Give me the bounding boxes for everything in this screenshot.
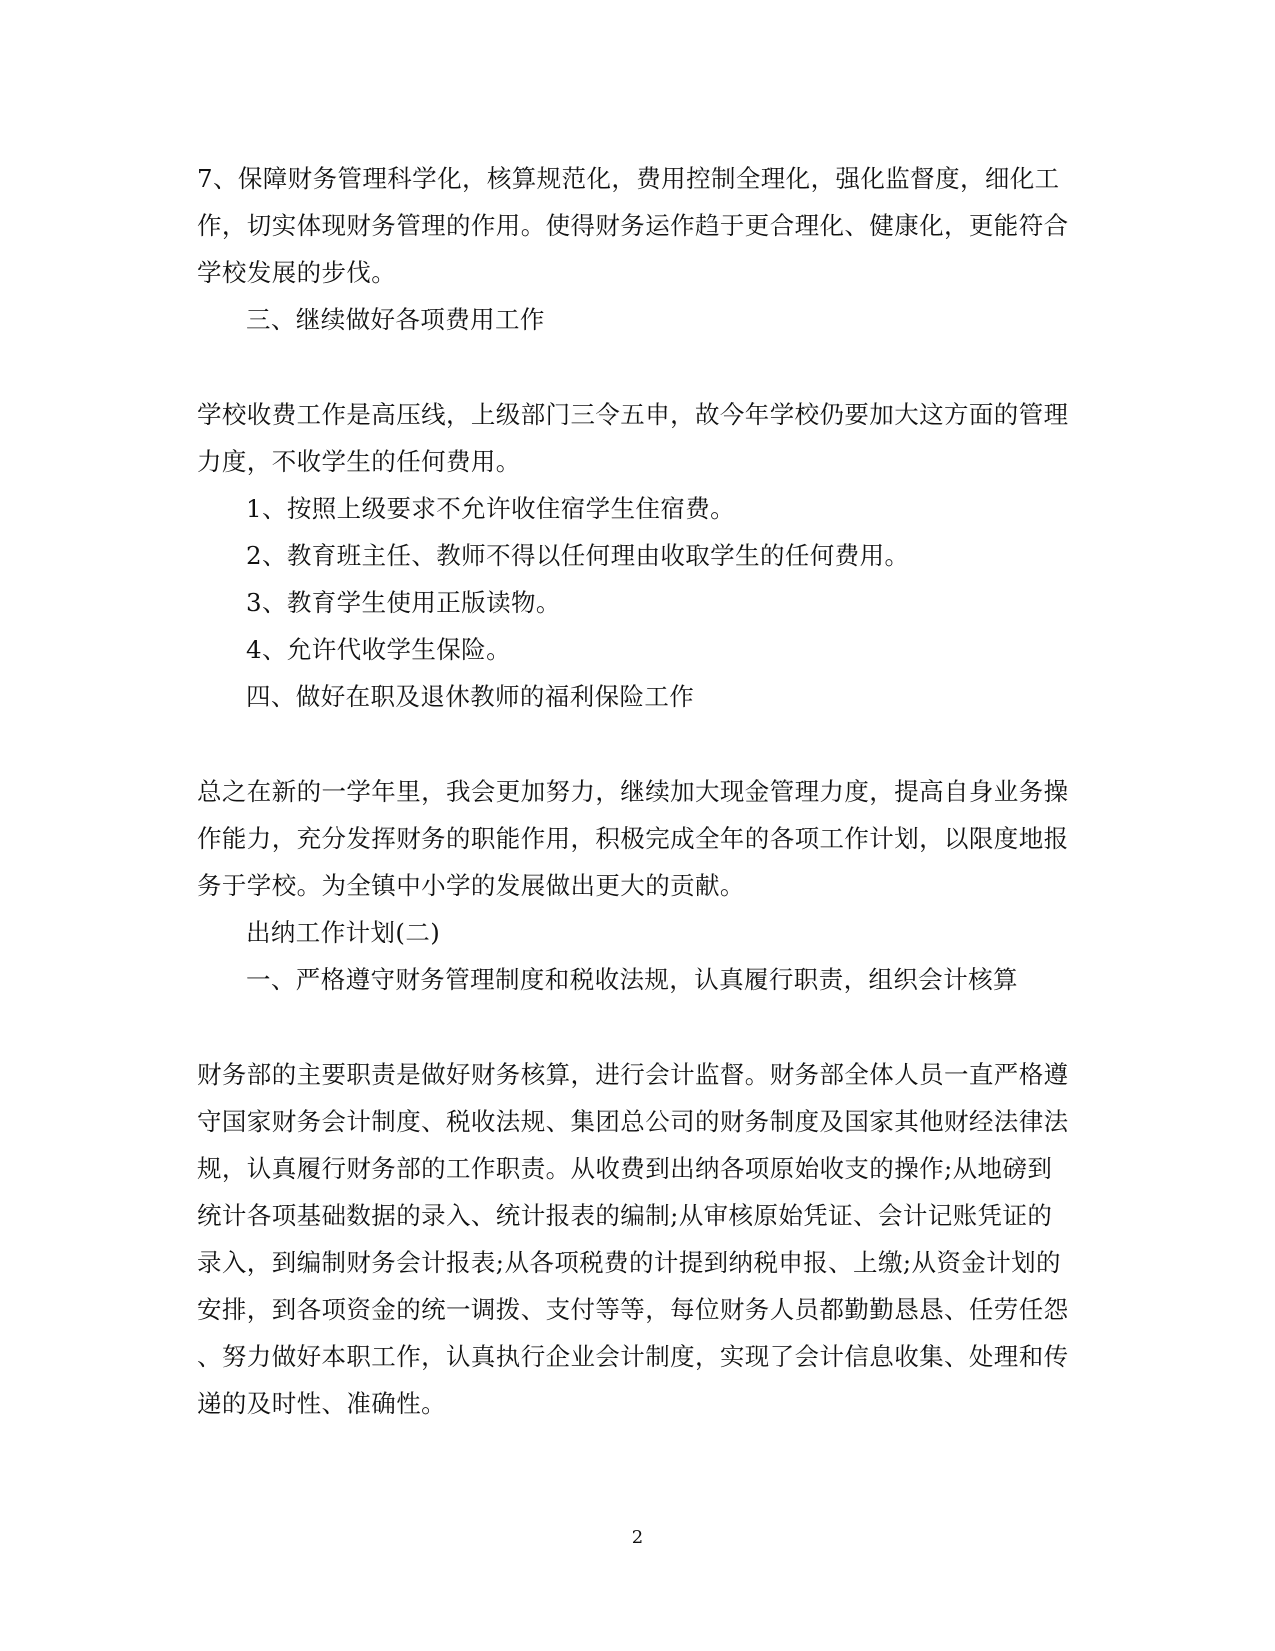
section-heading: 一、严格遵守财务管理制度和税收法规，认真履行职责，组织会计核算	[246, 965, 1018, 994]
page-number: 2	[631, 1527, 644, 1548]
text-line: 录入，到编制财务会计报表;从各项税费的计提到纳税申报、上缴;从资金计划的	[197, 1248, 1061, 1277]
document-subtitle: 出纳工作计划(二)	[246, 918, 441, 947]
text-line: 安排，到各项资金的统一调拨、支付等等，每位财务人员都勤勤恳恳、任劳任怨	[197, 1295, 1069, 1324]
text-line: 作能力，充分发挥财务的职能作用，积极完成全年的各项工作计划，以限度地报	[197, 824, 1069, 853]
text-line: 学校发展的步伐。	[197, 258, 397, 287]
list-item: 4、允许代收学生保险。	[246, 635, 511, 664]
text-line: 守国家财务会计制度、税收法规、集团总公司的财务制度及国家其他财经法律法	[197, 1107, 1069, 1136]
text-line: 7、保障财务管理科学化，核算规范化，费用控制全理化，强化监督度，细化工	[197, 164, 1060, 193]
list-item: 3、教育学生使用正版读物。	[246, 588, 561, 617]
text-line: 、努力做好本职工作，认真执行企业会计制度，实现了会计信息收集、处理和传	[197, 1342, 1069, 1371]
text-line: 递的及时性、准确性。	[197, 1389, 446, 1418]
text-line: 作，切实体现财务管理的作用。使得财务运作趋于更合理化、健康化，更能符合	[197, 211, 1069, 240]
list-item: 2、教育班主任、教师不得以任何理由收取学生的任何费用。	[246, 541, 910, 570]
text-line: 力度，不收学生的任何费用。	[197, 447, 521, 476]
text-line: 务于学校。为全镇中小学的发展做出更大的贡献。	[197, 871, 745, 900]
text-line: 统计各项基础数据的录入、统计报表的编制;从审核原始凭证、会计记账凭证的	[197, 1201, 1053, 1230]
text-line: 学校收费工作是高压线，上级部门三令五申，故今年学校仍要加大这方面的管理	[197, 400, 1069, 429]
section-heading: 四、做好在职及退休教师的福利保险工作	[246, 682, 695, 711]
list-item: 1、按照上级要求不允许收住宿学生住宿费。	[246, 494, 736, 523]
text-line: 总之在新的一学年里，我会更加努力，继续加大现金管理力度，提高自身业务操	[197, 777, 1069, 806]
text-line: 规，认真履行财务部的工作职责。从收费到出纳各项原始收支的操作;从地磅到	[197, 1154, 1053, 1183]
section-heading: 三、继续做好各项费用工作	[246, 305, 545, 334]
text-line: 财务部的主要职责是做好财务核算，进行会计监督。财务部全体人员一直严格遵	[197, 1060, 1069, 1089]
